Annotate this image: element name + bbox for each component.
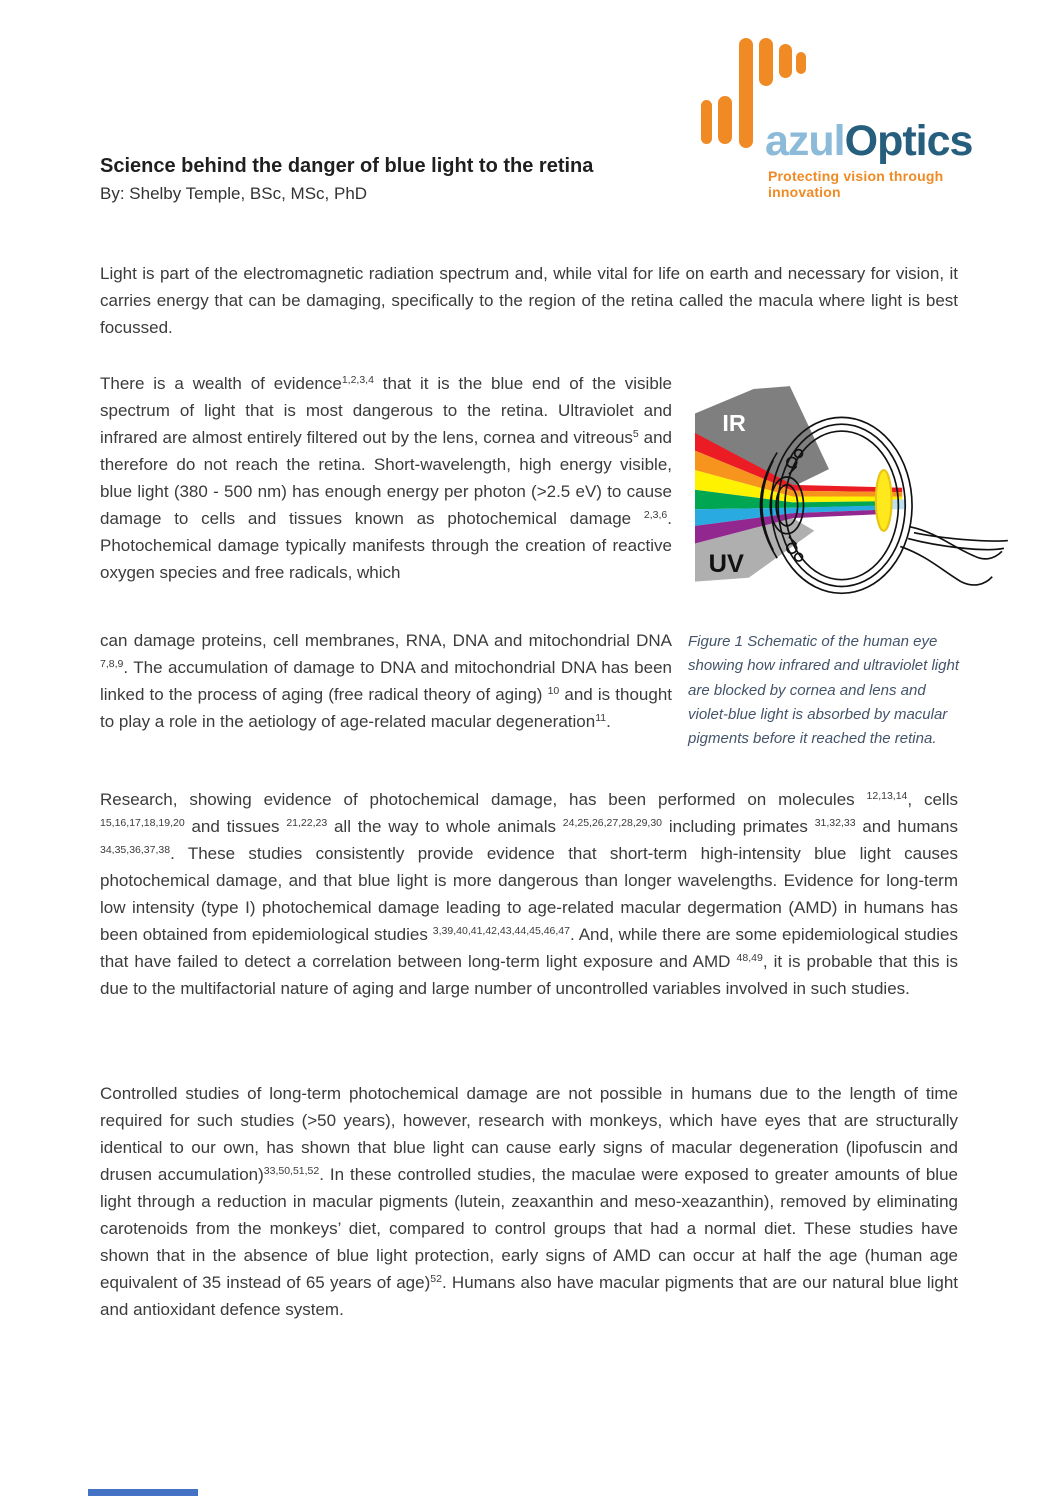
paragraph-evidence: There is a wealth of evidence$^{1,2,3,4}$ that it is the blue end of the visible spectrum of light that is most dangerous to the retina. Ultraviolet and infrared are almost entirely filtered out by the lens, cornea and vitreous$^5$ and therefore do not reach the retina. Short-wavelength, high energy visible, blue light (380 - 500 nm) has enough energy per photon (>2.5 eV) to cause damage to cells and tissues known as photochemical damage $^{2,3,6}$. Photochemical damage typically manifests through the creation of reactive oxygen species and free radicals, which (100, 374, 673, 582)
uv-label: UV (708, 549, 744, 578)
paragraph-monkey-studies: Controlled studies of long-term photochemical damage are not possible in humans due to the length of time required for such studies (>50 years), however, research with monkeys, which have eyes that are structurally identical to our own, has shown that blue light can cause early signs of macular degeneration (lipofuscin and drusen accumulation)$^{33,50,51,52}$. In these controlled studies, the maculae were exposed to greater amounts of blue light through a reduction in macular pigments (lutein, zeaxanthin and meso-xeazanthin), removed by eliminating carotenoids from the monkeys’ diet, compared to control groups that had a normal diet. These studies have shown that in the absence of blue light protection, early signs of AMD can occur at half the age (human age equivalent of 35 instead of 65 years of age)$^{52}$. Humans also have macular pigments that are our natural blue light and antioxidant defence system. (100, 1084, 958, 1319)
document-header (100, 153, 960, 207)
logo-bar-icon (759, 38, 773, 86)
byline: By: Shelby Temple, BSc, MSc, PhD (100, 184, 368, 203)
footer-accent-bar (88, 1489, 198, 1496)
logo-bar-icon (796, 52, 806, 74)
page-title: Science behind the danger of blue light to the retina (100, 155, 594, 177)
ir-label: IR (722, 410, 746, 437)
logo-word-azul: azul (765, 117, 845, 165)
paragraph-research: Research, showing evidence of photochemical damage, has been performed on molecules $^{12,13,14}$, cells $^{15,16,17,18,19,20}$ and tissues $^{21,22,23}$ all the way to whole animals $^{24,25,26,27,28,29,30}$ including primates $^{31,32,33}$ and humans $^{34,35,36,37,38}$. These studies consistently provide evidence that short-term high-intensity blue light causes photochemical damage, and that blue light is more dangerous than longer wavelengths. Evidence for long-term low intensity (type I) photochemical damage leading to age-related macular degermation (AMD) in humans has been obtained from epidemiological studies $^{3,39,40,41,42,43,44,45,46,47}$. And, while there are some epidemiological studies that have failed to detect a correlation between long-term light exposure and AMD $^{48,49}$, it is probable that this is due to the multifactorial nature of aging and large number of uncontrolled variables involved in such studies. (100, 790, 959, 998)
macular-pigment (876, 470, 892, 531)
logo-word-optics: Optics (844, 117, 973, 165)
eye-diagram (695, 384, 1045, 614)
logo-tagline: Protecting vision through innovation (768, 168, 944, 200)
paragraph-dna-damage: can damage proteins, cell membranes, RNA, DNA and mitochondrial DNA $^{7,8,9}$. The accumulation of damage to DNA and mitochondrial DNA has been linked to the process of aging (free radical theory of aging) $^{10}$ and is thought to play a role in the aetiology of age-related macular degeneration$^{11}$. (100, 631, 672, 731)
figure-caption: Figure 1 Schematic of the human eye showing how infrared and ultraviolet light are blocked by cornea and lens and violet-blue light is absorbed by macular pigments before it reached the retina. (688, 633, 959, 748)
logo-bar-icon (701, 100, 712, 144)
paragraph-intro: Light is part of the electromagnetic radiation spectrum and, while vital for life on earth and necessary for vision, it carries energy that can be damaging, specifically to the region of the retina called the macula where light is best focussed. (100, 264, 958, 337)
logo-bar-icon (739, 38, 753, 148)
azuloptics-logo (695, 36, 995, 200)
logo-bar-icon (779, 44, 792, 78)
logo-bar-icon (718, 96, 732, 144)
